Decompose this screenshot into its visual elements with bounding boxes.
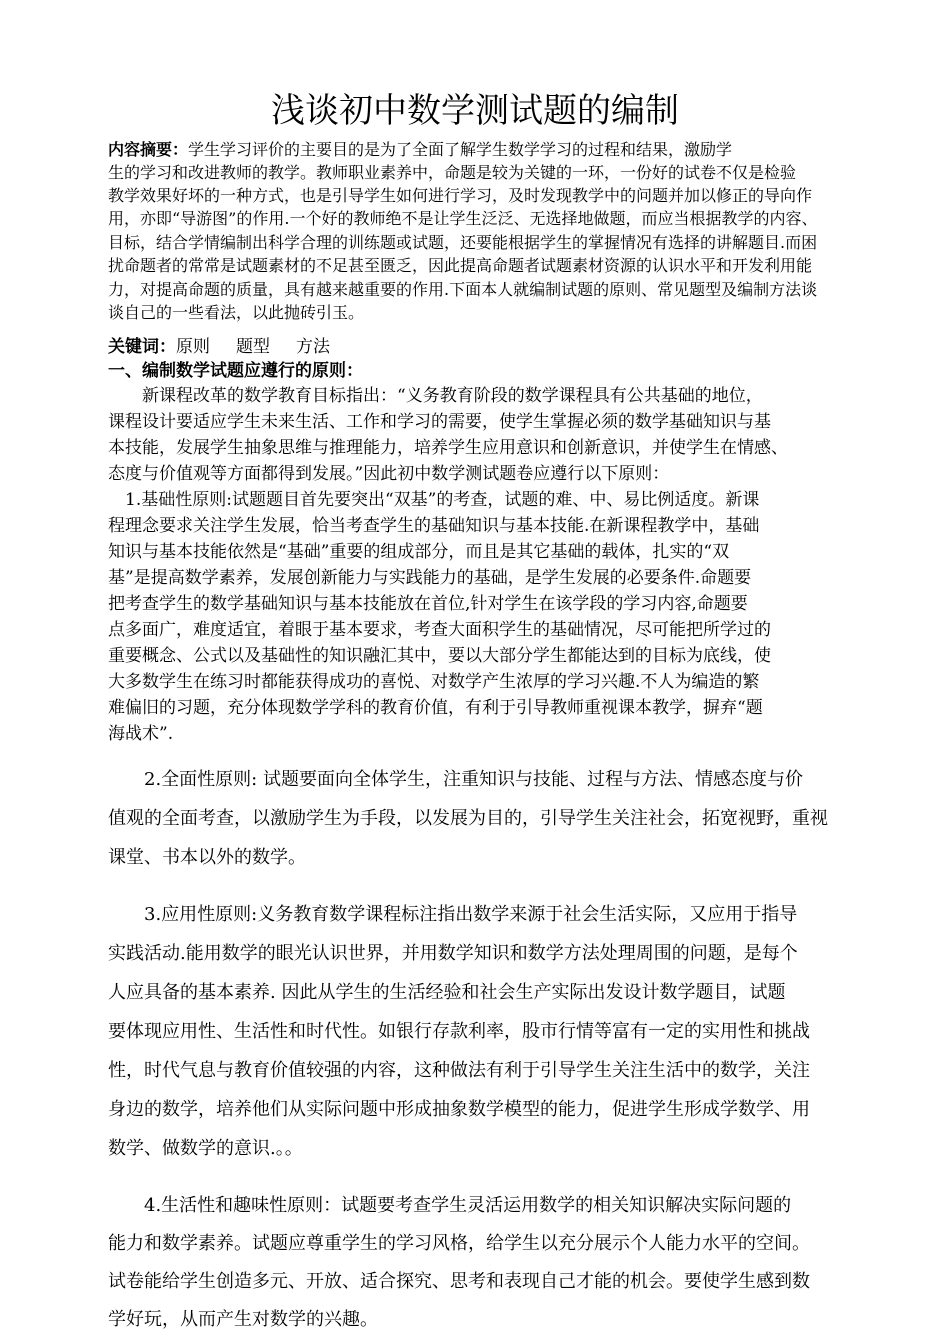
- principle-1-line: 点多面广，难度适宜，着眼于基本要求，考查大面积学生的基础情况，尽可能把所学过的: [108, 620, 771, 640]
- intro-line: 课程设计要适应学生未来生活、工作和学习的需要，使学生掌握必须的数学基础知识与基: [108, 412, 771, 432]
- principle-1-line: 难偏旧的习题，充分体现数学学科的教育价值，有利于引导教师重视课本教学，摒弃“题: [108, 698, 763, 718]
- keyword-term: 原则: [176, 337, 210, 357]
- principle-1-line: 基”是提高数学素养，发展创新能力与实践能力的基础，是学生发展的必要条件.命题要: [108, 568, 752, 588]
- principle-1-line: 大多数学生在练习时都能获得成功的喜悦、对数学产生浓厚的学习兴趣.不人为编造的繁: [108, 672, 760, 692]
- keywords-label: 关键词：: [108, 337, 176, 357]
- keyword-term: 方法: [296, 337, 330, 357]
- document-title: 浅谈初中数学测试题的编制: [271, 91, 679, 131]
- abstract-line: 生的学习和改进教师的教学。教师职业素养中，命题是较为关键的一环，一份好的试卷不仅是检验: [108, 163, 797, 182]
- abstract-line: 用，亦即“导游图”的作用.一个好的教师绝不是让学生泛泛、无选择地做题，而应当根据教学的内容、: [108, 209, 818, 228]
- section-heading: 一、编制数学试题应遵行的原则：: [108, 361, 363, 381]
- principle-2-line: 值观的全面考查，以激励学生为手段，以发展为目的，引导学生关注社会，拓宽视野，重视: [108, 808, 828, 829]
- principle-3-line: 要体现应用性、生活性和时代性。如银行存款利率，股市行情等富有一定的实用性和挑战: [108, 1021, 810, 1042]
- principle-3-line: 人应具备的基本素养. 因此从学生的生活经验和社会生产实际出发设计数学题目，试题: [108, 982, 786, 1003]
- principle-4-line: 试卷能给学生创造多元、开放、适合探究、思考和表现自己才能的机会。要使学生感到数: [108, 1271, 810, 1292]
- abstract-line: [108, 139, 844, 161]
- intro-line: 态度与价值观等方面都得到发展。”因此初中数学测试题卷应遵行以下原则：: [108, 464, 670, 484]
- abstract-line: 力，对提高命题的质量，具有越来越重要的作用.下面本人就编制试题的原则、常见题型及编制方法谈: [108, 280, 818, 299]
- principle-2-line: 2.全面性原则: 试题要面向全体学生，注重知识与技能、过程与方法、情感态度与价: [108, 769, 803, 790]
- abstract-label: 内容摘要：: [108, 140, 189, 159]
- principle-4-line: 学好玩，从而产生对数学的兴趣。: [108, 1309, 378, 1330]
- principle-3-line: 数学、做数学的意识.。。: [108, 1138, 303, 1159]
- principle-3-line: 3.应用性原则:义务教育数学课程标注指出数学来源于社会生活实际，又应用于指导: [108, 904, 798, 925]
- principle-4-line: 4.生活性和趣味性原则：试题要考查学生灵活运用数学的相关知识解决实际问题的: [108, 1195, 792, 1216]
- keywords-line: [108, 335, 844, 359]
- principle-1-line: 程理念要求关注学生发展，恰当考查学生的基础知识与基本技能.在新课程教学中，基础: [108, 516, 760, 536]
- principle-4-line: 能力和数学素养。试题应尊重学生的学习风格，给学生以充分展示个人能力水平的空间。: [108, 1233, 810, 1254]
- principle-1-line: 重要概念、公式以及基础性的知识融汇其中，要以大部分学生都能达到的目标为底线，使: [108, 646, 771, 666]
- principle-2-line: 课堂、书本以外的数学。: [108, 847, 306, 868]
- abstract-line: 教学效果好坏的一种方式，也是引导学生如何进行学习，及时发现教学中的问题并加以修正的导向作: [108, 186, 813, 205]
- abstract-line: 扰命题者的常常是试题素材的不足甚至匮乏，因此提高命题者试题素材资源的认识水平和开发利用能: [108, 256, 813, 275]
- principle-1-line: 1.基础性原则:试题题目首先要突出“双基”的考查，试题的难、中、易比例适度。新课: [108, 490, 760, 510]
- keyword-term: 题型: [236, 337, 270, 357]
- intro-line: 新课程改革的数学教育目标指出：“义务教育阶段的数学课程具有公共基础的地位，: [108, 386, 763, 406]
- principle-3-line: 身边的数学，培养他们从实际问题中形成抽象数学模型的能力，促进学生形成学数学、用: [108, 1099, 810, 1120]
- abstract-line: 目标，结合学情编制出科学合理的训练题或试题，还要能根据学生的掌握情况有选择的讲解题目.而困: [108, 233, 818, 252]
- principle-1-line: 知识与基本技能依然是“基础”重要的组成部分，而且是其它基础的载体，扎实的“双: [108, 542, 730, 562]
- principle-3-line: 实践活动.能用数学的眼光认识世界，并用数学知识和数学方法处理周围的问题，是每个: [108, 943, 798, 964]
- principle-3-line: 性，时代气息与教育价值较强的内容，这种做法有利于引导学生关注生活中的数学，关注: [108, 1060, 810, 1081]
- principle-1-line: 把考查学生的数学基础知识与基本技能放在首位,针对学生在该学段的学习内容,命题要: [108, 594, 748, 614]
- intro-line: 本技能，发展学生抽象思维与推理能力，培养学生应用意识和创新意识，并使学生在情感、: [108, 438, 788, 458]
- abstract-text: 学生学习评价的主要目的是为了全面了解学生数学学习的过程和结果，激励学: [188, 140, 733, 159]
- abstract-line: 谈自己的一些看法，以此抛砖引玉。: [108, 303, 365, 322]
- principle-1-line: 海战术”.: [108, 724, 174, 744]
